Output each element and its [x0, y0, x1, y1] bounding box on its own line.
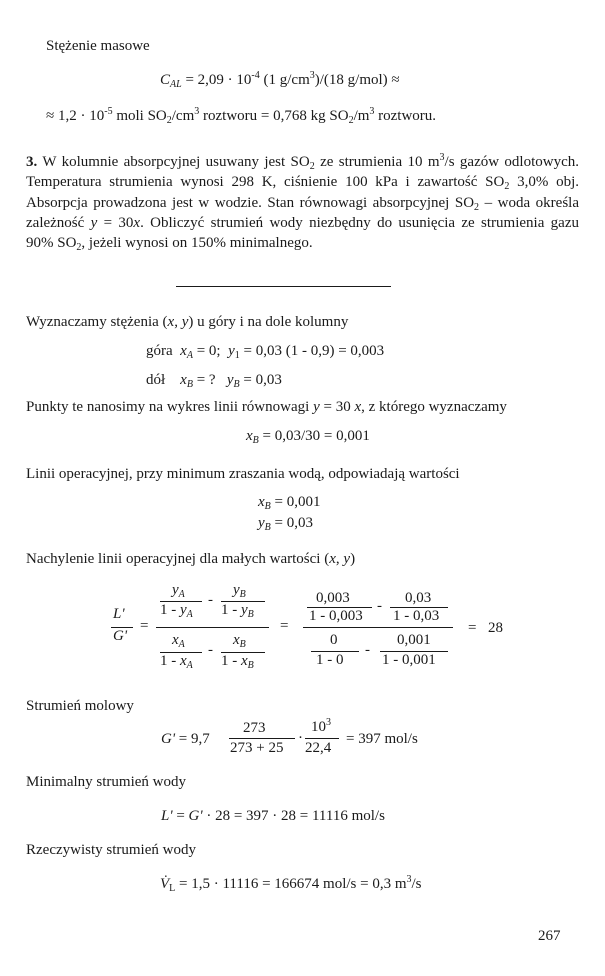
num-1-yA: 1 - 0,003	[309, 608, 363, 624]
text-min-water: Minimalny strumień wody	[26, 774, 186, 790]
num-1-yB: 1 - 0,03	[393, 608, 440, 624]
heading-mass-concentration: Stężenie masowe	[46, 38, 150, 54]
equals-3: =	[468, 620, 477, 636]
equation-top: góra $x_A = 0$; $y_1 = 0,03$ (1 - 0,9) = 0,003	[146, 343, 385, 361]
molar-den2: 22,4	[305, 740, 332, 756]
num-yA: 0,003	[316, 590, 350, 606]
equation-real-water: $V̇_L = 1,5 \cdot 11116 = 166674$ mol/s = 0,3 $m^3/s$	[160, 874, 422, 894]
problem-number: 3.	[26, 154, 38, 170]
sym-main-bar	[156, 627, 269, 628]
separator-line	[176, 286, 391, 287]
equation-xb: $x_B = 0,03/30 = 0,001$	[246, 428, 370, 446]
sym-minus-top: -	[208, 592, 213, 608]
num-xB: 0,001	[397, 632, 431, 648]
slope-result: 28	[488, 620, 503, 636]
molar-dot: ·	[298, 730, 303, 746]
sym-1-yB: $1 - y_B$	[221, 602, 254, 620]
molar-den1: 273 + 25	[230, 740, 284, 756]
sym-xA: $x_A$	[172, 632, 185, 650]
num-1-xB: 1 - 0,001	[382, 652, 436, 668]
sym-yB: $y_B$	[233, 582, 246, 600]
text-slope: Nachylenie linii operacyjnej dla małych wartości (x, y)	[26, 551, 356, 567]
molar-lhs: G' = 9,7	[161, 731, 210, 747]
equation-cal-line1: $C_{AL} = 2,09 \cdot 10^{-4}$ (1 $g/cm^3)/(18$ g/mol) ≈	[160, 70, 400, 90]
text-operating-line: Linii operacyjnej, przy minimum zraszania wodą, odpowiadają wartości	[26, 466, 460, 482]
molar-result: = 397 mol/s	[346, 731, 418, 747]
lhs-denominator: G'	[113, 628, 128, 644]
text-real-water: Rzeczywisty strumień wody	[26, 842, 196, 858]
text-concentrations: Wyznaczamy stężenia (x, y) u góry i na dole kolumny	[26, 314, 349, 330]
num-minus-top: -	[377, 598, 382, 614]
num-main-bar	[303, 627, 453, 628]
equation-cal-line2: ≈ $1,2 \cdot 10^{-5}$ moli $SO_2/cm^3$ roztworu = 0,768 kg $SO_2/m^3$ roztworu.	[46, 106, 437, 126]
sym-yA: $y_A$	[172, 582, 185, 600]
molar-num2: $10^3$	[311, 717, 331, 735]
equation-yb-value: $y_B = 0,03$	[258, 515, 313, 533]
num-minus-bottom: -	[365, 642, 370, 658]
molar-num1: 273	[243, 720, 266, 736]
sym-xB: $x_B$	[233, 632, 246, 650]
sym-1-xB: $1 - x_B$	[221, 653, 254, 671]
page-number: 267	[538, 928, 561, 944]
equation-xb-value: $x_B = 0,001$	[258, 494, 321, 512]
num-1-xA: 1 - 0	[316, 652, 344, 668]
num-xA: 0	[330, 632, 338, 648]
sym-minus-bottom: -	[208, 642, 213, 658]
equation-bottom: dół $x_B$ = ? $y_B = 0,03$	[146, 372, 282, 390]
problem-3-text: 3. W kolumnie absorpcyjnej usuwany jest $SO_2$ ze strumienia 10 $m^3/s$ gazów odlotowych. Temperatura strumienia wynosi 298 K, ciśnienie 100 kPa i zawartość $SO_2$ 3,0% obj. Absorpcja prowadzona jest w wodzie. Stan równowagi absorpcyjnej $SO_2$ – woda określa zależność y = 30x. Obliczyć strumień wody niezbędny do usunięcia ze strumienia gazu 90% $SO_2$, jeżeli wynosi on 150% minimalnego.	[26, 152, 580, 254]
lhs-numerator: L'	[113, 606, 125, 622]
text-molar-flow: Strumień molowy	[26, 698, 134, 714]
num-yB: 0,03	[405, 590, 432, 606]
equation-min-water: L' = G' · 28 = 397 · 28 = 11116 mol/s	[161, 808, 385, 824]
molar-bar2	[305, 738, 339, 739]
sym-1-xA: $1 - x_A$	[160, 653, 193, 671]
equals-1: =	[140, 618, 149, 634]
sym-1-yA: $1 - y_A$	[160, 602, 193, 620]
text-equilibrium: Punkty te nanosimy na wykres linii równowagi y = 30 x, z którego wyznaczamy	[26, 399, 507, 415]
equals-2: =	[280, 618, 289, 634]
molar-bar1	[229, 738, 295, 739]
